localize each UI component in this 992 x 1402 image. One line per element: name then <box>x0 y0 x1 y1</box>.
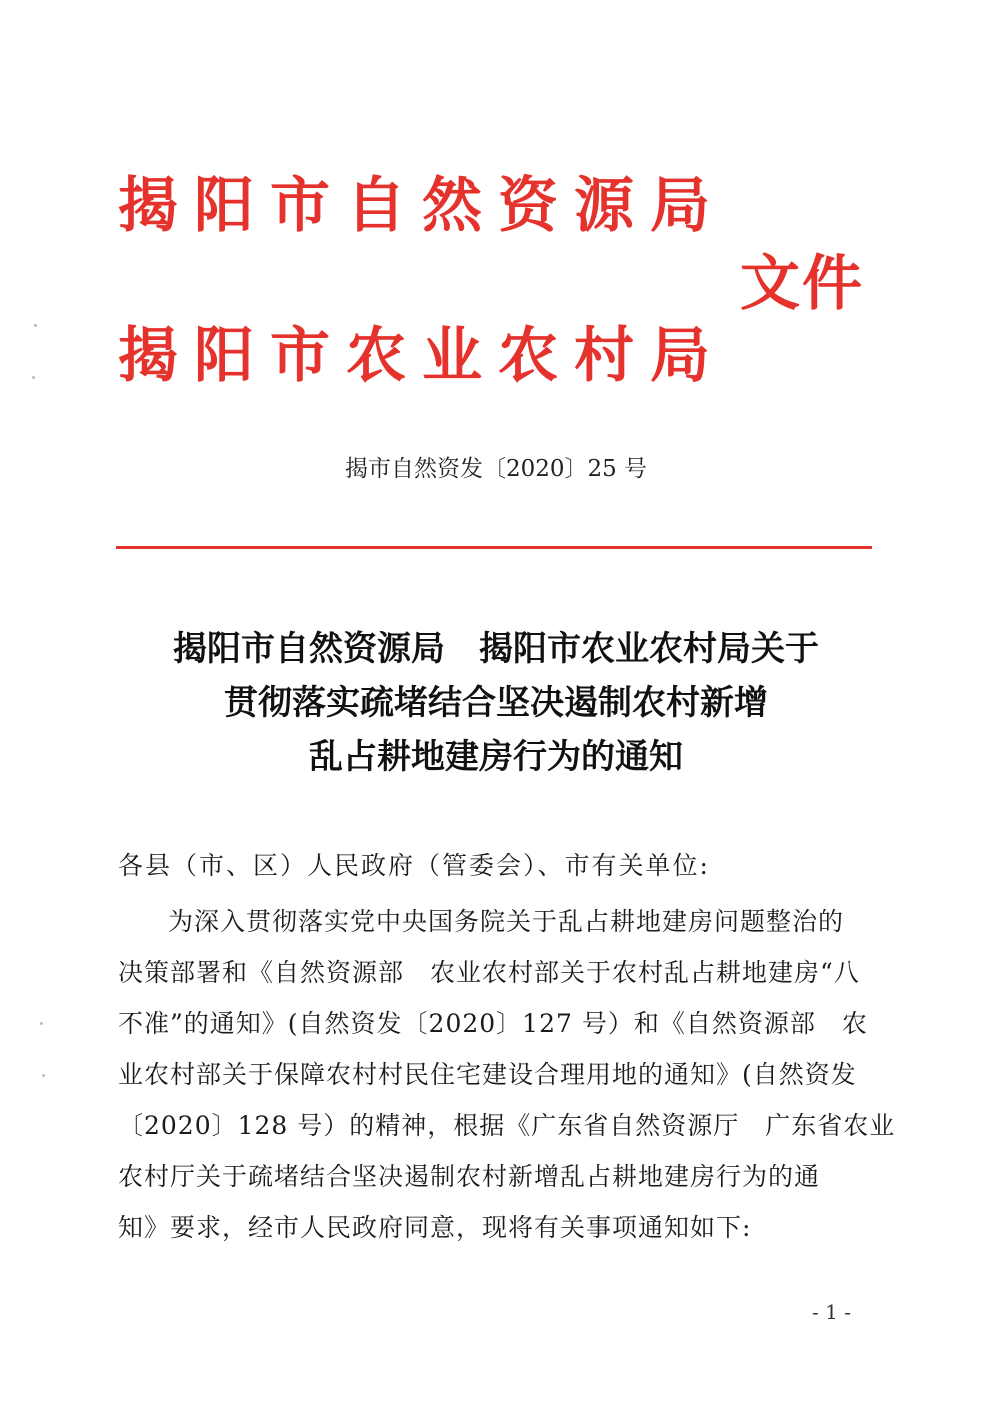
paragraph-line: 业农村部关于保障农村村民住宅建设合理用地的通知》(自然资发 <box>118 1060 857 1089</box>
paragraph-line: 农村厅关于疏堵结合坚决遏制农村新增乱占耕地建房行为的通 <box>118 1162 821 1191</box>
issuer-name-natural-resources: 揭阳市自然资源局 <box>118 171 726 241</box>
title-line: 贯彻落实疏堵结合坚决遏制农村新增 <box>224 683 768 723</box>
scan-speck <box>32 376 35 379</box>
page-number: - 1 - <box>812 1300 851 1324</box>
scan-speck <box>42 1074 45 1077</box>
scan-speck <box>34 324 37 327</box>
red-divider-line <box>116 546 872 549</box>
scan-speck <box>40 1022 43 1025</box>
title-line: 乱占耕地建房行为的通知 <box>309 737 683 777</box>
paragraph-line: 不准”的通知》(自然资发〔2020〕127 号）和《自然资源部 农 <box>118 1009 868 1038</box>
paragraph-line: 〔2020〕128 号）的精神，根据《广东省自然资源厅 广东省农业 <box>118 1111 896 1140</box>
issuer-name-agriculture: 揭阳市农业农村局 <box>118 321 726 391</box>
body-paragraph <box>118 896 896 1253</box>
document-number: 揭市自然资发〔2020〕25 号 <box>344 456 648 482</box>
title-line: 揭阳市自然资源局 揭阳市农业农村局关于 <box>173 629 819 669</box>
document-word: 文件 <box>740 249 864 319</box>
document-title <box>60 622 932 784</box>
paragraph-line: 为深入贯彻落实党中央国务院关于乱占耕地建房问题整治的 <box>168 907 845 936</box>
paragraph-line: 决策部署和《自然资源部 农业农村部关于农村乱占耕地建房“八 <box>118 958 860 987</box>
salutation: 各县（市、区）人民政府（管委会）、市有关单位: <box>118 851 710 880</box>
paragraph-line: 知》要求，经市人民政府同意，现将有关事项通知如下: <box>118 1213 752 1242</box>
